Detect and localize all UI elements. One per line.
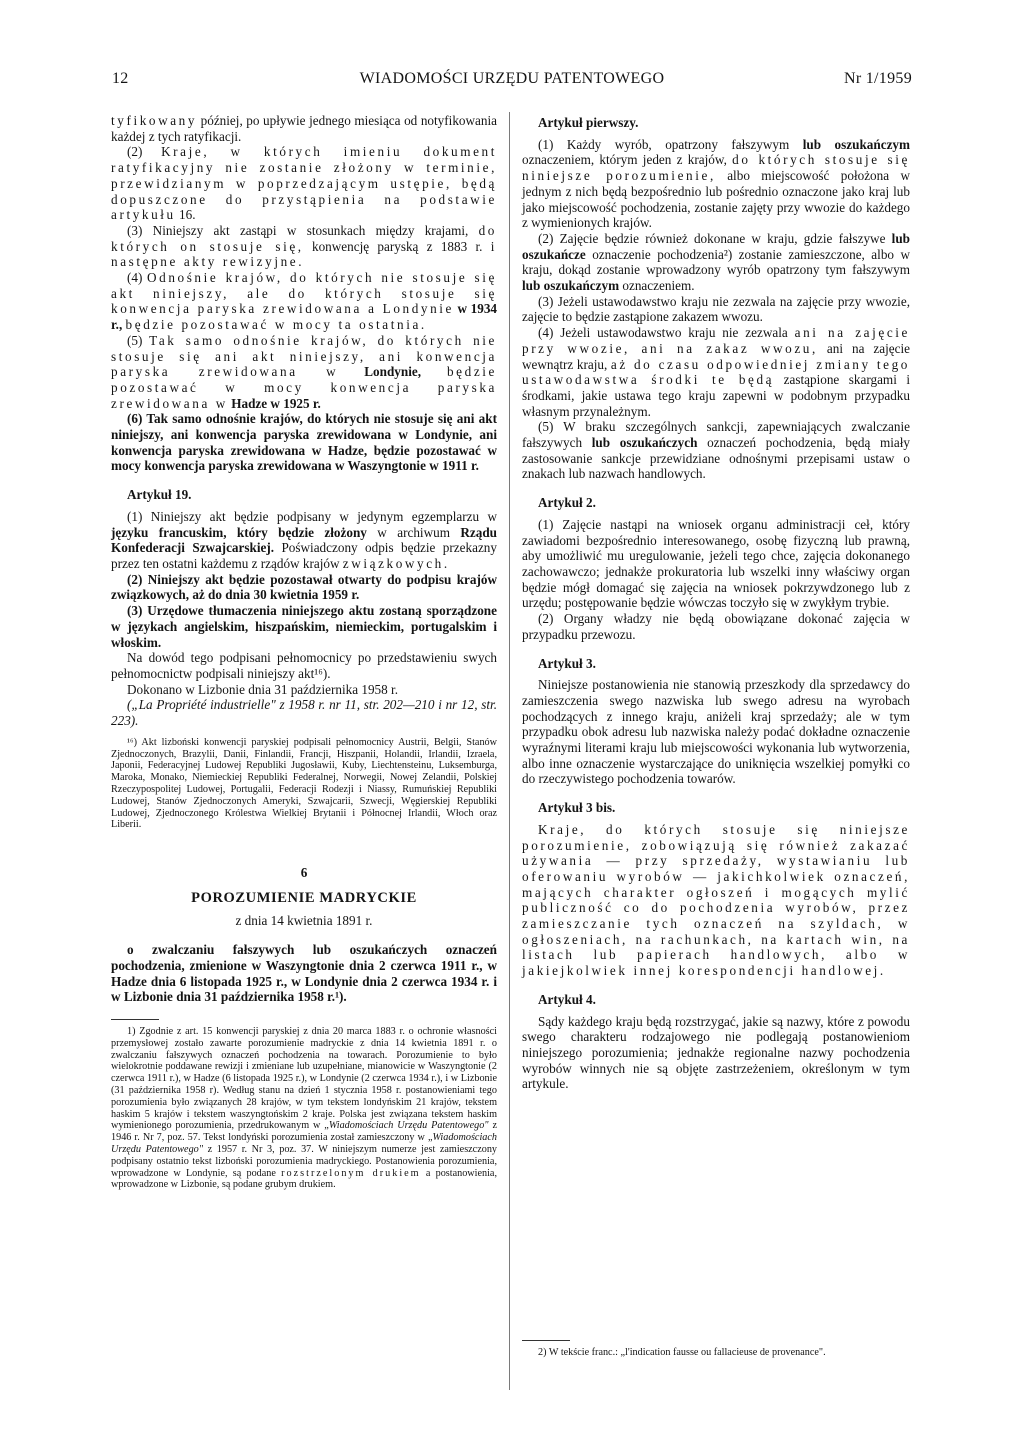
article-2-heading: Artykuł 2.: [538, 495, 596, 511]
paragraph: tyfikowany później, po upływie jednego miesiąca od notyfikowania każdej z tych ratyfikacji.: [111, 113, 497, 144]
article-19-heading: Artykuł 19.: [127, 487, 192, 503]
article-3-heading: Artykuł 3.: [538, 655, 596, 671]
section-subtitle: o zwalczaniu fałszywych lub oszukańczych oznaczeń pochodzenia, zmienione w Waszyngtonie dnia 2 czerwca 1911 r., w Hadze dnia 6 listopada 1925 r., w Londynie dnia 2 czerwca 1934 r. i w Lizbonie dnia 31 października 1958 r.¹).: [111, 942, 497, 1005]
section-number: 6: [300, 865, 308, 881]
paragraph: (3) Niniejszy akt zastąpi w stosunkach między krajami, do których on stosuje się, konwencję paryską z 1883 r. i następne akty rewizyjne.: [111, 222, 497, 270]
paragraph: Kraje, do których stosuje się niniejsze porozumienie, zobowiązują się również zakazać używania — przy sprzedaży, wystawianiu lub oferowaniu wyrobów — jakichkolwiek oznaczeń, mających charakter ogłoszeń i mogących mylić publiczność co do pochodzenia wyrobów, przez zamieszczanie tych oznaczeń na szyldach, w ogłoszeniach, na rachunkach, na kartach win, na listach lub papierach handlowych, albo w jakiejkolwiek innej korespondencji handlowej.: [522, 821, 910, 979]
footnote-16: ¹⁶) Akt lizboński konwencji paryskiej podpisali pełnomocnicy Austrii, Belgii, Stanów Zjednoczonych, Brazylii, Danii, Finlandii, Francji, Hiszpanii, Holandii, Irlandii, Izraela, Japonii, Federacyjnej Ludowej Republiki Jugosławii, Kuby, Liechtensteinu, Luksemburga, Maroka, Monako, Niemieckiej Republiki Federalnej, Norwegii, Nowej Zelandii, Polskiej Rzeczypospolitej Ludowej, Portugalii, Federacji Rodezji i Niassy, Rumuńskiej Republiki Ludowej, Stanów Zjednoczonych Ameryki, Szwajcarii, Szwecji, Węgierskiej Republiki Ludowej, Zjednoczonego Królestwa Wielkiej Brytanii i Północnej Irlandii, Włoch oraz Liberii.: [111, 736, 497, 831]
source-citation: („La Propriété industrielle" z 1958 r. nr 11, str. 202—210 i nr 12, str. 223).: [111, 697, 497, 729]
paragraph: Niniejsze postanowienia nie stanowią przeszkody dla sprzedawcy do zamieszczenia swego nazwiska lub swego adresu na wyrobach pochodzących z innego kraju, aniżeli kraj sprzedaży; ale w tym przypadku obok adresu lub nazwiska należy podać dokładne oznaczenie wyraźnymi literami kraju lub miejscowości wykonania lub wytworzenia, albo inne oznaczenie wystarczające do uniknięcia wszelkiej pomyłki co do rzeczywistego pochodzenia towarów.: [522, 677, 910, 787]
paragraph: (2) Niniejszy akt będzie pozostawał otwarty do podpisu krajów związkowych, aż do dnia 30 kwietnia 1959 r.: [111, 571, 497, 603]
paragraph: (4) Jeżeli ustawodawstwo kraju nie zezwala ani na zajęcie przy wwozie, ani na zakaz wwozu, ani na zajęcie wewnątrz kraju, aż do czasu odpowiedniej zmiany tego ustawodawstwa środki te będą zastąpione skargami i środkami, jakie ustawa tego kraju zapewni w podobnym przypadku własnym przynależnym.: [522, 325, 911, 419]
paragraph: (2) Kraje, w których imieniu dokument ratyfikacyjny nie zostanie złożony w terminie, przewidzianym w poprzedzającym ustępie, będą dopuszczone do przystąpienia na podstawie artykułu 16.: [111, 144, 497, 223]
paragraph: (5) W braku szczególnych sankcji, zapewniających zwalczanie fałszywych lub oszukańczych oznaczeń pochodzenia, będą miały zastosowanie sankcje przewidziane odnośnymi przepisami ustaw o znakach lub nazwach handlowych.: [522, 419, 910, 482]
left-column: [111, 113, 497, 1191]
article-1-heading: Artykuł pierwszy.: [538, 115, 639, 130]
footnote-separator: [111, 1019, 159, 1020]
paragraph: (1) Każdy wyrób, opatrzony fałszywym lub oszukańczym oznaczeniem, którym jeden z krajów, do których stosuje się niniejsze porozumienie, albo miejscowość położona w jednym z nich będą bezpośrednio lub pośrednio oznaczone jako kraj lub jako miejscowość pochodzenia, zostanie zajęty przy wwozie do każdego z wymienionych krajów.: [522, 136, 911, 231]
paragraph: (3) Urzędowe tłumaczenia niniejszego aktu zostaną sporządzone w językach angielskim, hiszpańskim, niemieckim, portugalskim i włoskim.: [111, 603, 497, 650]
paragraph: (6) Tak samo odnośnie krajów, do których nie stosuje się ani akt niniejszy, ani konwencja paryska zrewidowana w Londynie, ani konwencja paryska zrewidowana w Hadze, będzie pozostawać w mocy konwencja paryska zrewidowana w Waszyngtonie w 1911 r.: [111, 411, 497, 474]
paragraph: (2) Organy władzy nie będą obowiązane dokonać zajęcia w przypadku przewozu.: [522, 611, 910, 642]
column-divider: [509, 112, 510, 1390]
footnote-separator: [522, 1340, 570, 1341]
right-column: [522, 113, 910, 1092]
paragraph: Na dowód tego podpisani pełnomocnicy po przedstawieniu swych pełnomocnictw podpisali niniejszy akt¹⁶).: [111, 650, 497, 681]
paragraph: (5) Tak samo odnośnie krajów, do których nie stosuje się ani akt niniejszy, ani konwencja paryska zrewidowana w Londynie, będzie pozostawać w mocy konwencja paryska zrewidowana w Hadze w 1925 r.: [111, 332, 497, 411]
page-header: [112, 70, 912, 92]
article-4-heading: Artykuł 4.: [538, 991, 596, 1007]
journal-title: WIADOMOŚCI URZĘDU PATENTOWEGO: [359, 70, 665, 87]
section-title: POROZUMIENIE MADRYCKIE: [191, 889, 417, 906]
paragraph: (1) Niniejszy akt będzie podpisany w jedynym egzemplarzu w języku francuskim, który będzie złożony w archiwum Rządu Konfederacji Szwajcarskiej. Poświadczony odpis będzie przekazny przez ten ostatni każdemu z rządów krajów związkowych.: [111, 508, 497, 571]
paragraph: (4) Odnośnie krajów, do których nie stosuje się akt niniejszy, ale do których stosuje się konwencja paryska zrewidowana a Londynie w 1934 r., będzie pozostawać w mocy ta ostatnia.: [111, 270, 498, 333]
paragraph: Sądy każdego kraju będą rozstrzygać, jakie są nazwy, które z powodu swego charakteru rodzajowego nie podlegają postanowieniom niniejszego porozumienia; jednakże regionalne nazwy pochodzenia wyrobów winnych nie są objęte zastrzeżeniem, określonym w tym artykule.: [522, 1013, 910, 1092]
section-date: z dnia 14 kwietnia 1891 r.: [235, 912, 373, 928]
paragraph: (2) Zajęcie będzie również dokonane w kraju, gdzie fałszywe lub oszukańcze oznaczenie pochodzenia²) zostanie zamieszczone, albo w kraju, dokąd zostanie wprowadzony wyrób opatrzony tym fałszywym lub oszukańczym oznaczeniem.: [522, 230, 910, 294]
footnote-1: 1) Zgodnie z art. 15 konwencji paryskiej z dnia 20 marca 1883 r. o ochronie własności przemysłowej zostało zawarte porozumienie madryckie z dnia 14 kwietnia 1891 r. o zwalczaniu fałszywych oznaczeń pochodzenia na towarach. Porozumienie to było wielokrotnie poddawane rewizji i zmieniane lub uzupełniane, mianowicie w Waszyngtonie (2 czerwca 1911 r.), w Hadze (6 listopada 1925 r.), w Londynie (2 czerwca 1934 r.), i w Lizbonie (31 października 1958 r). Według stanu na dzień 1 stycznia 1958 r. postanowieniami tego porozumienia było związanych 28 krajów, w tym tekstem londyńskim 21 krajów, tekstem haskim 5 krajów i tekstem waszyngtońskim 2 kraje. Polska jest związana tekstem haskim wymienionego porozumienia, przedrukowanym w „Wiadomościach Urzędu Patentowego" z 1946 r. Nr 7, poz. 57. Tekst londyński porozumienia został zamieszczony w „Wiadomościach Urzędu Patentowego" z 1957 r. Nr 3, poz. 37. W niniejszym numerze jest zamieszczony podpisany ostatnio tekst lizboński porozumienia madryckiego. Postanowienia porozumienia, wprowadzone w Londynie, są podane rozstrzelonym drukiem a postanowienia, wprowadzone w Lizbonie, są podane grubym drukiem.: [111, 1026, 498, 1191]
page-number: 12: [112, 70, 129, 87]
footnote-2: 2) W tekście franc.: „l'indication fausse ou fallacieuse de provenance".: [538, 1340, 910, 1359]
issue-number: Nr 1/1959: [843, 70, 912, 87]
article-3bis-heading: Artykuł 3 bis.: [538, 800, 616, 816]
paragraph: (1) Zajęcie nastąpi na wniosek organu administracji ceł, który zawiadomi bezpośrednio interesowanego, osobę fizyczną lub prawną, aby umożliwić mu uregulowanie, jeżeli tego chce, zajęcia dokonanego zachowawczo; jednakże prokuratoria lub wszelki inny właściwy organ będzie mógł domagać się zajęcia na wniosek pokrzywdzonego lub z urzędu; postępowanie będzie wówczas toczyło się w zwykłym trybie.: [522, 516, 910, 611]
signing-date: Dokonano w Lizbonie dnia 31 października 1958 r.: [127, 681, 398, 697]
paragraph: (3) Jeżeli ustawodawstwo kraju nie zezwala na zajęcie przy wwozie, zajęcie to będzie zastąpione zakazem wwozu.: [522, 293, 910, 325]
